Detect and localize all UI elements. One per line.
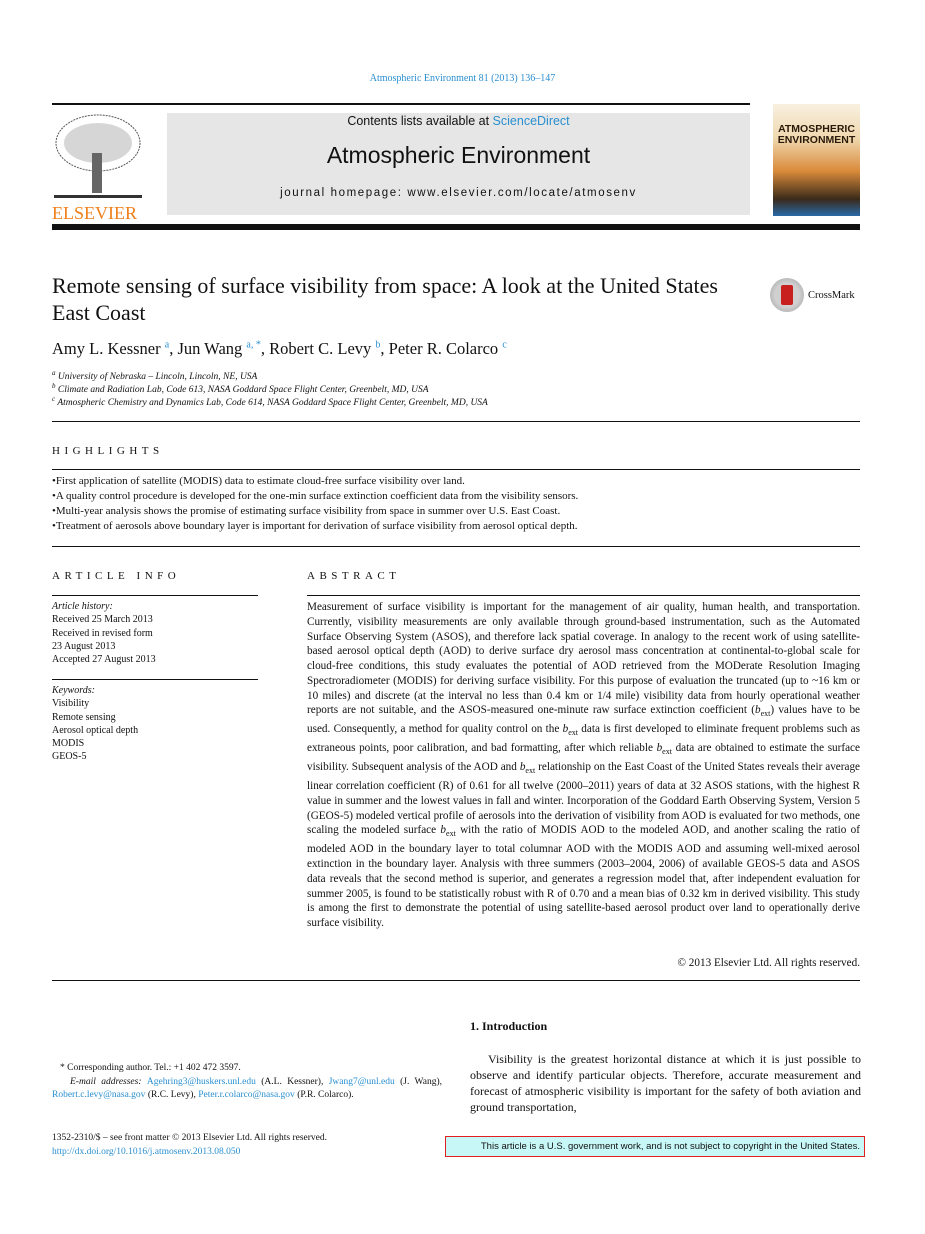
affiliation-text: University of Nebraska – Lincoln, Lincoln, NE, USA <box>57 372 258 383</box>
author-list: Amy L. Kessner $^a$, Jun Wang $^{a, *}$, Robert C. Levy $^b$, Peter R. Colarco $^c$ <box>52 339 507 358</box>
history-item: 23 August 2013 <box>52 640 116 652</box>
crossmark-icon <box>770 278 804 312</box>
divider <box>52 595 258 596</box>
author: Robert C. Levy <box>269 339 372 358</box>
email-owner: (P.R. Colarco). <box>294 1090 354 1100</box>
history-item: Accepted 27 August 2013 <box>52 654 156 666</box>
author: Jun Wang <box>177 339 243 358</box>
article-title: Remote sensing of surface visibility from space: A look at the United States East Coast <box>52 273 718 325</box>
journal-title: Atmospheric Environment <box>326 142 591 168</box>
author-affiliation-link[interactable]: a <box>164 339 170 351</box>
keyword: MODIS <box>52 738 85 750</box>
highlights-list <box>52 474 860 534</box>
cover-title: ATMOSPHERIC ENVIRONMENT <box>777 123 856 146</box>
copyright-notice: This article is a U.S. government work, and is not subject to copyright in the United States. <box>445 1136 865 1157</box>
email-link[interactable]: Peter.r.colarco@nasa.gov <box>198 1090 295 1100</box>
contents-line: Contents lists available at ScienceDirect <box>347 114 570 128</box>
history-label: Article history: <box>52 601 113 612</box>
keyword: Remote sensing <box>52 711 116 723</box>
keyword: Aerosol optical depth <box>52 724 139 736</box>
affiliation-marker: b <box>52 382 56 390</box>
crossmark-label: CrossMark <box>808 289 855 301</box>
email-link[interactable]: Robert.c.levy@nasa.gov <box>52 1090 146 1100</box>
abstract-heading: ABSTRACT <box>307 570 401 582</box>
keywords-label: Keywords: <box>52 685 95 696</box>
affiliation-text: Atmospheric Chemistry and Dynamics Lab, Code 614, NASA Goddard Space Flight Center, Greenbelt, MD, USA <box>57 398 488 409</box>
history-item: Received in revised form <box>52 627 153 639</box>
email-link[interactable]: Agehring3@huskers.unl.edu <box>146 1076 256 1087</box>
author-affiliation-link[interactable]: a, * <box>246 339 261 351</box>
footnote <box>52 1062 442 1103</box>
journal-cover[interactable] <box>773 104 860 216</box>
divider <box>52 103 750 105</box>
journal-banner <box>167 113 750 215</box>
divider <box>307 595 860 596</box>
divider <box>52 980 860 981</box>
introduction-text: Visibility is the greatest horizontal distance at which it is just possible to observe and identify particular objects. Therefore, accurate measurement and forecast of atmospheric visibility is important for the safety of both aviation and ground transportation, <box>470 1052 861 1114</box>
affiliation <box>52 382 429 395</box>
elsevier-logo[interactable] <box>52 113 144 223</box>
affiliation-text: Climate and Radiation Lab, Code 613, NASA Goddard Space Flight Center, Greenbelt, MD, USA <box>57 385 429 396</box>
article-info-heading: ARTICLE INFO <box>52 570 181 582</box>
author-affiliation-link[interactable]: c <box>502 339 507 351</box>
header-thick-rule <box>52 224 860 230</box>
keyword: Visibility <box>52 698 90 710</box>
affiliation-marker: c <box>52 395 56 403</box>
abstract-copyright: © 2013 Elsevier Ltd. All rights reserved. <box>677 957 860 969</box>
issn-block <box>52 1131 327 1159</box>
abstract-text: Measurement of surface visibility is important for the management of air quality, human health, and transportation. Currently, visibility measurements are only available through ground-based instrumentation, such as the Automated Surface Observing System (ASOS), and therefore lack spatial coverage. In analogy to the recent work of using satellite-based aerosol optical depth (AOD) to derive surface dry aerosol mass concentration at continental-to-global scale for cloud-free conditions, this study evaluates the potential of AOD retrieved from the MODerate Resolution Imaging Spectroradiometer (MODIS) for deriving surface visibility. For this purpose of evaluation the truncated (up to ~16 km or 10 miles) and discrete (at the interval no less than 0.4 km or 1/4 mile) visibility data from hourly operational weather reports are not suitable, and the ASOS-measured one-minute raw surface extinction coefficient $(b_{ext})$ values have to be used. Consequently, a method for quality control on the $b_{ext}$ data is first developed to eliminate frequent problems such as extraneous points, poor calibration, and bad formatting, after which reliable $b_{ext}$ data are obtained to estimate the surface visibility. Subsequent analysis of the AOD and $b_{ext}$ relationship on the East Coast of the United States reveals their average linear correlation coefficient (R) of 0.61 for all twelve (2000–2011) years of data at 32 ASOS stations, with the highest R value in summer and the lowest values in fall and winter. Incorporation of the Goddard Earth Observing System, Version 5 (GEOS-5) modeled vertical profile of aerosols into the derivation of visibility from AOD is evaluated for two methods, one scaling the modeled surface $b_{ext}$ with the ratio of MODIS AOD to the modeled AOD, and another scaling the ratio of modeled AOD in the boundary layer to total columnar AOD with the MODIS AOD and assuming well-mixed aerosol extinction in the boundary layer. Analysis with three summers (2003–2004, 2006) of available GEOS-5 data and ASOS data reveals that the second method is superior, and generates a regression model that, after independent evaluation for summer 2005, is found to be statistically robust with R of 0.70 and a mean bias of 0.32 km in derived visibility. This study is among the first to demonstrate the potential of using satellite-based aerosol product over land to operationally derive surface visibility. <box>307 601 861 930</box>
crossmark-button[interactable] <box>770 278 855 312</box>
email-owner: (A.L. Kessner), <box>255 1076 329 1087</box>
affiliation <box>52 369 257 382</box>
email-addresses <box>52 1076 442 1103</box>
author: Amy L. Kessner <box>52 339 161 358</box>
divider <box>52 421 860 422</box>
sciencedirect-link[interactable]: ScienceDirect <box>492 114 570 128</box>
publisher-name: ELSEVIER <box>52 203 137 223</box>
issn-line: 1352-2310/$ – see front matter © 2013 Elsevier Ltd. All rights reserved. <box>52 1133 328 1143</box>
affiliation <box>52 395 488 408</box>
email-owner: (J. Wang), <box>394 1076 442 1087</box>
doi-link[interactable]: http://dx.doi.org/10.1016/j.atmosenv.2013.08.050 <box>52 1147 241 1157</box>
article-history <box>52 600 156 666</box>
keywords <box>52 684 138 764</box>
highlight-item: • Treatment of aerosols above boundary layer is important for derivation of surface visibility from aerosol optical depth. <box>52 519 860 534</box>
author: Peter R. Colarco <box>388 339 499 358</box>
elsevier-tree-icon <box>52 113 144 199</box>
journal-homepage[interactable]: journal homepage: www.elsevier.com/locate/atmosenv <box>280 187 637 199</box>
highlight-item: • Multi-year analysis shows the promise of estimating surface visibility from space in summer over U.S. East Coast. <box>52 504 860 519</box>
email-link[interactable]: Jwang7@unl.edu <box>328 1076 395 1087</box>
affiliation-marker: a <box>52 369 56 377</box>
divider <box>52 546 860 547</box>
author-affiliation-link[interactable]: b <box>375 339 381 351</box>
corresponding-author: * Corresponding author. Tel.: +1 402 472 3597. <box>60 1063 241 1073</box>
divider <box>52 679 258 680</box>
email-label: E-mail addresses: <box>70 1076 147 1087</box>
email-owner: (R.C. Levy), <box>145 1090 199 1100</box>
highlight-item: • First application of satellite (MODIS) data to estimate cloud-free surface visibility over land. <box>52 474 860 489</box>
divider <box>52 469 860 470</box>
highlights-heading: HIGHLIGHTS <box>52 445 164 457</box>
highlight-item: • A quality control procedure is developed for the one-min surface extinction coefficient data from the visibility sensors. <box>52 489 860 504</box>
journal-reference[interactable]: Atmospheric Environment 81 (2013) 136–147 <box>369 73 556 84</box>
keyword: GEOS-5 <box>52 751 87 763</box>
history-item: Received 25 March 2013 <box>52 614 153 626</box>
section-heading-introduction: 1. Introduction <box>470 1019 548 1033</box>
